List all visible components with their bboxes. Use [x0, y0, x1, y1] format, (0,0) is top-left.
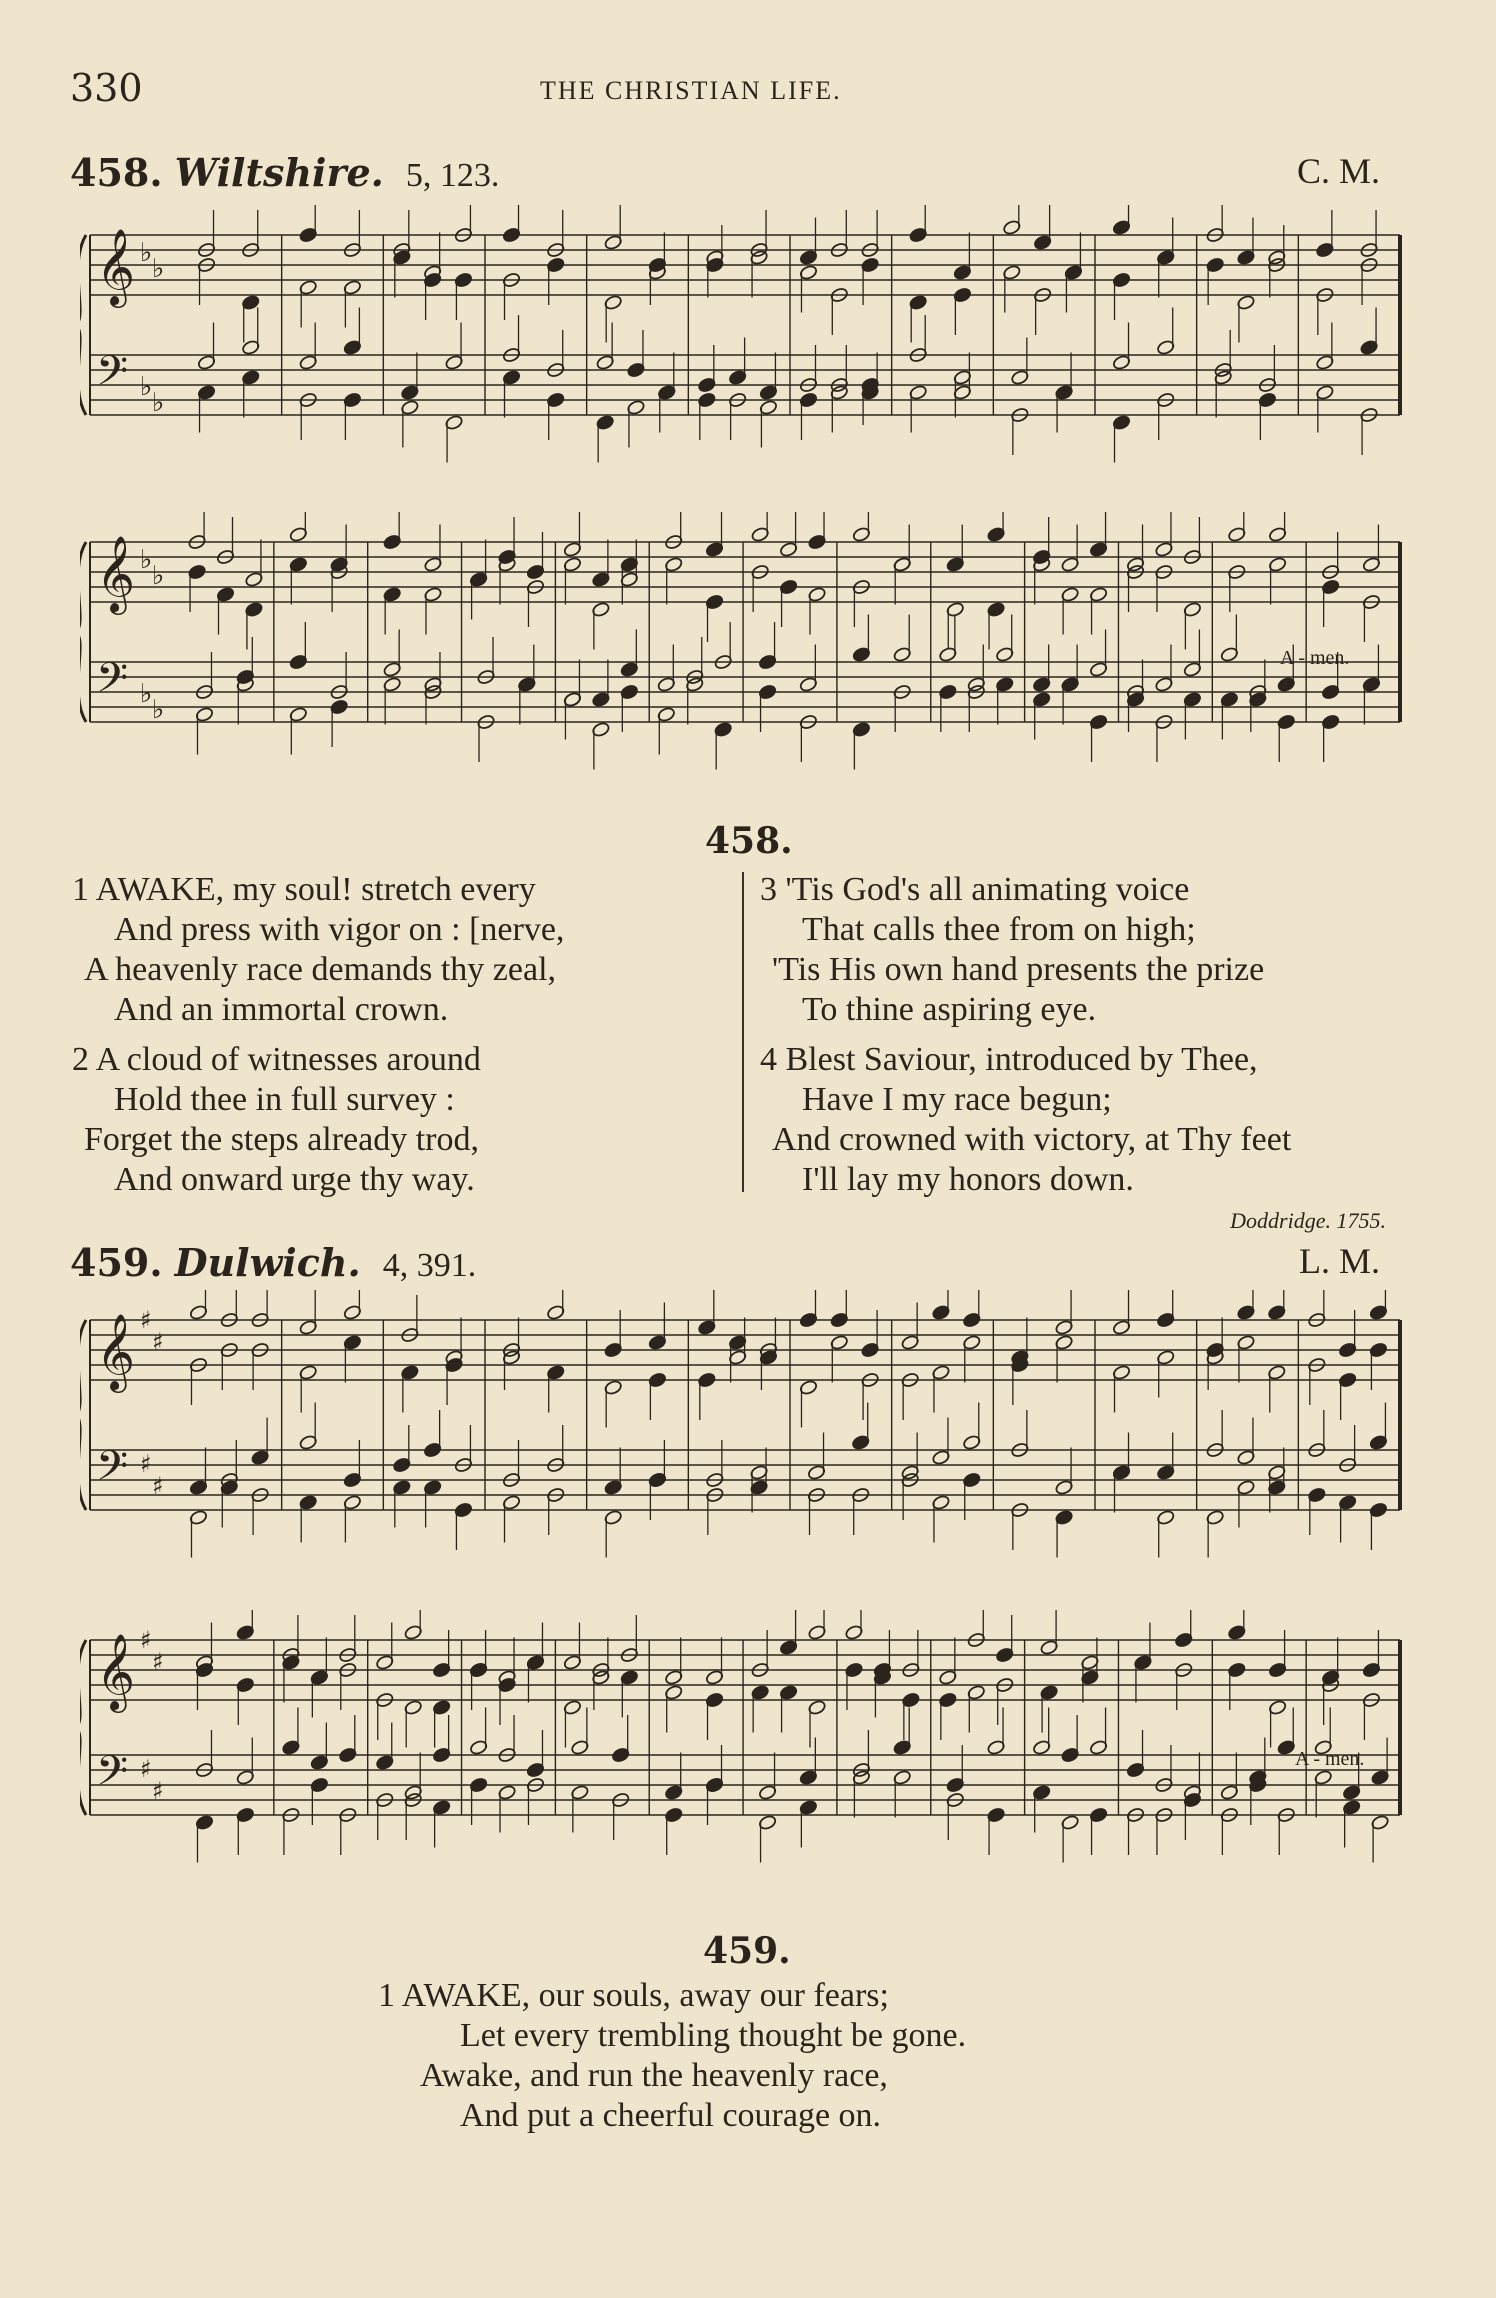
verse-line: AWAKE, our souls, away our fears; — [401, 1977, 889, 2014]
flat-sign-icon: ♭ — [152, 695, 165, 725]
verse-line: And put a cheerful courage on. — [460, 2097, 882, 2134]
sharp-sign-icon: ♯ — [140, 1626, 152, 1654]
flat-sign-icon: ♭ — [140, 238, 153, 268]
verse-line: And press with vigor on : [nerve, — [114, 911, 565, 948]
sharp-sign-icon: ♯ — [152, 1328, 164, 1356]
verse-line: That calls thee from on high; — [802, 911, 1196, 948]
verse-458-4 — [760, 1040, 1291, 1200]
treble-clef-icon: 𝄞 — [96, 1313, 136, 1390]
tune-number: 458. — [70, 150, 163, 195]
verse-number: 4 — [760, 1041, 777, 1078]
amen-label: A - men. — [1280, 647, 1350, 669]
verse-line: 'Tis God's all animating voice — [785, 871, 1190, 908]
treble-clef-icon: 𝄞 — [96, 1633, 136, 1710]
page-number: 330 — [70, 66, 143, 110]
verse-line: A heavenly race demands thy zeal, — [84, 951, 557, 988]
verse-line: A cloud of witnesses around — [95, 1041, 481, 1078]
sharp-sign-icon: ♯ — [152, 1472, 164, 1500]
flat-sign-icon: ♭ — [152, 254, 165, 284]
sharp-sign-icon: ♯ — [140, 1306, 152, 1334]
verse-number: 3 — [760, 871, 777, 908]
verse-line: Forget the steps already trod, — [84, 1121, 480, 1158]
music-system-459-1 — [80, 1290, 1420, 1590]
verse-line: To thine aspiring eye. — [802, 991, 1097, 1028]
verse-number: 1 — [72, 871, 89, 908]
running-head: THE CHRISTIAN LIFE. — [540, 76, 842, 105]
tune-reference: 4, 391. — [382, 1247, 477, 1284]
verse-line: Awake, and run the heavenly race, — [420, 2057, 888, 2094]
sharp-sign-icon: ♯ — [152, 1648, 164, 1676]
verse-458-1 — [72, 870, 564, 1030]
verse-line: And an immortal crown. — [114, 991, 449, 1028]
sharp-sign-icon: ♯ — [140, 1755, 152, 1783]
attribution: Doddridge. 1755. — [1230, 1208, 1386, 1233]
verse-line: 'Tis His own hand presents the prize — [772, 951, 1265, 988]
bass-clef-icon: 𝄢 — [96, 347, 129, 405]
hymn-number-458: 458. — [705, 820, 793, 862]
verse-line: AWAKE, my soul! stretch every — [95, 871, 536, 908]
verse-line: Hold thee in full survey : — [114, 1081, 455, 1118]
flat-sign-icon: ♭ — [140, 679, 153, 709]
bass-clef-icon: 𝄢 — [96, 654, 129, 712]
tune-number: 459. — [70, 1240, 163, 1285]
tune-name: Dulwich. — [174, 1240, 361, 1285]
system-brace — [80, 1320, 86, 1510]
bass-clef-icon: 𝄢 — [96, 1747, 129, 1805]
tune-reference: 5, 123. — [405, 157, 500, 194]
music-system-458-2 — [80, 512, 1420, 787]
verse-458-3 — [760, 870, 1264, 1030]
bass-clef-icon: 𝄢 — [96, 1442, 129, 1500]
sharp-sign-icon: ♯ — [152, 1777, 164, 1805]
verse-line: And crowned with victory, at Thy feet — [772, 1121, 1292, 1158]
amen-label: A - men. — [1295, 1748, 1365, 1770]
flat-sign-icon: ♭ — [152, 388, 165, 418]
flat-sign-icon: ♭ — [152, 561, 165, 591]
tune-heading-458 — [70, 150, 1380, 200]
treble-clef-icon: 𝄞 — [96, 228, 136, 305]
system-brace — [80, 542, 86, 722]
treble-clef-icon: 𝄞 — [96, 535, 136, 612]
hymn-number-459: 459. — [703, 1930, 791, 1972]
system-brace — [80, 235, 86, 415]
flat-sign-icon: ♭ — [140, 372, 153, 402]
tune-name: Wiltshire. — [174, 150, 384, 195]
verse-line: Let every trembling thought be gone. — [460, 2017, 967, 2054]
verse-459-1 — [378, 1976, 966, 2136]
flat-sign-icon: ♭ — [140, 545, 153, 575]
system-brace — [80, 1640, 86, 1815]
music-system-458-1 — [80, 205, 1420, 480]
tune-meter: C. M. — [1296, 151, 1380, 191]
verse-number: 2 — [72, 1041, 89, 1078]
verse-line: Blest Saviour, introduced by Thee, — [785, 1041, 1258, 1078]
sharp-sign-icon: ♯ — [140, 1450, 152, 1478]
tune-heading-459 — [70, 1240, 1380, 1290]
tune-meter: L. M. — [1299, 1241, 1380, 1281]
verse-line: Have I my race begun; — [802, 1081, 1112, 1118]
verse-line: And onward urge thy way. — [114, 1161, 475, 1198]
verse-458-2 — [72, 1040, 481, 1200]
verse-line: I'll lay my honors down. — [802, 1161, 1134, 1198]
verse-number: 1 — [378, 1977, 395, 2014]
music-system-459-2 — [80, 1610, 1420, 1885]
